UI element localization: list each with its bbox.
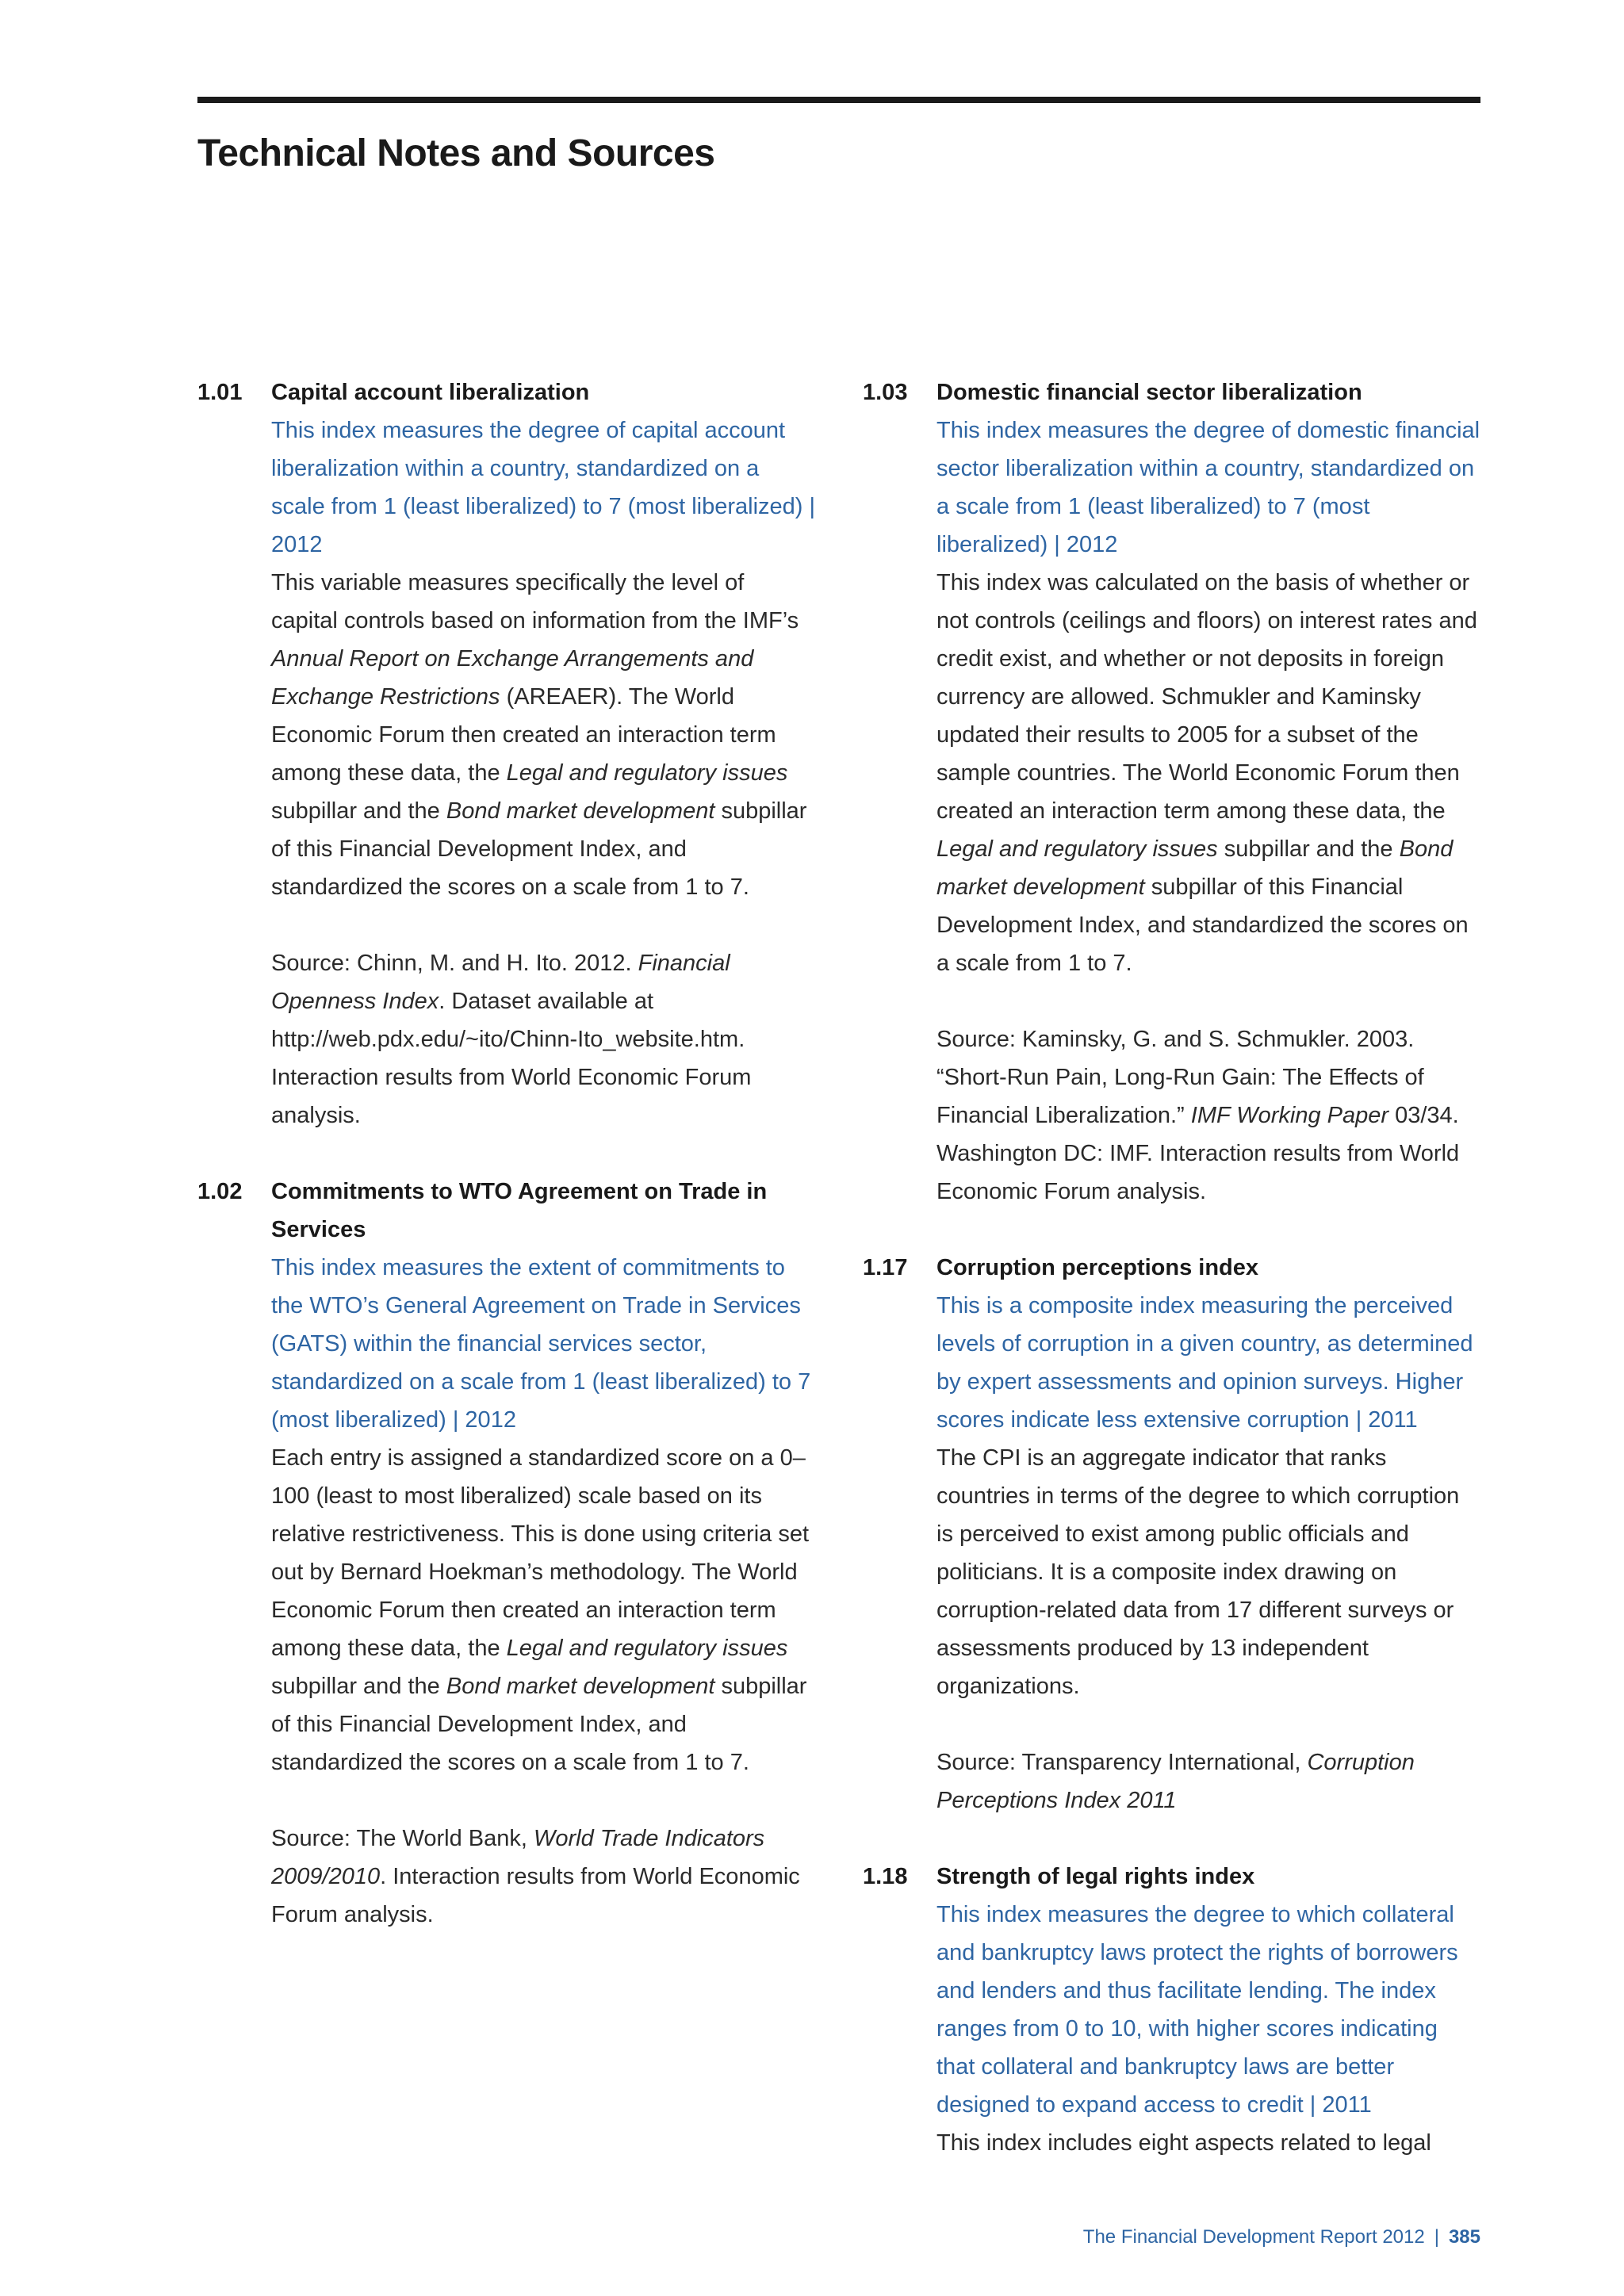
entry-number: 1.03 [863, 380, 908, 405]
entry-description: This index includes eight aspects related to legal [936, 2130, 1431, 2156]
entry-1-01 [197, 373, 816, 1135]
entry-definition: This index measures the degree of domestic financial sector liberalization within a country, standardized on a scale from 1 (least liberalized) to 7 (most liberalized) | 2012 [936, 418, 1480, 557]
entry-1-17 [863, 1249, 1481, 1820]
entry-title: Corruption perceptions index [936, 1255, 1259, 1280]
entry-title: Capital account liberalization [271, 380, 590, 405]
entry-definition: This index measures the extent of commitments to the WTO’s General Agreement on Trade in Services (GATS) within the financial services sector, standardized on a scale from 1 (least liberalized) to 7 (most liberalized) | 2012 [271, 1255, 811, 1433]
entry-number: 1.01 [197, 380, 243, 405]
entry-1-02 [197, 1173, 816, 1934]
footer-separator: | [1434, 2226, 1439, 2248]
right-column [863, 373, 1481, 2200]
top-rule [197, 97, 1480, 103]
footer-report-title: The Financial Development Report 2012 [1082, 2226, 1425, 2248]
left-column [197, 373, 816, 1972]
entry-source: Source: Kaminsky, G. and S. Schmukler. 2003. “Short-Run Pain, Long-Run Gain: The Effects of Financial Liberalization.” IMF Working Paper 03/34. Washington DC: IMF. Interaction results from World Economic Forum analysis. [936, 1027, 1460, 1204]
entry-title: Strength of legal rights index [936, 1864, 1255, 1889]
page-number: 385 [1448, 2226, 1480, 2248]
entry-definition: This index measures the degree of capital account liberalization within a country, standardized on a scale from 1 (least liberalized) to 7 (most liberalized) | 2012 [271, 418, 816, 557]
entry-number: 1.18 [863, 1864, 908, 1889]
entry-number: 1.17 [863, 1255, 908, 1280]
entry-1-18 [863, 1858, 1481, 2162]
entry-source: Source: The World Bank, World Trade Indicators 2009/2010. Interaction results from World Economic Forum analysis. [271, 1826, 800, 1927]
entry-description: Each entry is assigned a standardized score on a 0–100 (least to most liberalized) scale based on its relative restrictiveness. This is done using criteria set out by Bernard Hoekman’s methodology. The World Economic Forum then created an interaction term among these data, the Legal and regulatory issues subpillar and the Bond market development subpillar of this Financial Development Index, and standardized the scores on a scale from 1 to 7. [271, 1445, 810, 1775]
entry-title: Domestic financial sector liberalization [936, 380, 1362, 405]
entry-1-03 [863, 373, 1481, 1211]
entry-definition: This index measures the degree to which collateral and bankruptcy laws protect the rights of borrowers and lenders and thus facilitate lending. The index ranges from 0 to 10, with higher scores indicating that collateral and bankruptcy laws are better designed to expand access to credit | 2011 [936, 1902, 1458, 2118]
entry-definition: This is a composite index measuring the perceived levels of corruption in a given country, as determined by expert assessments and opinion surveys. Higher scores indicate less extensive corruption | 2011 [936, 1293, 1473, 1433]
entry-title: Commitments to WTO Agreement on Trade in Services [271, 1179, 768, 1242]
entry-source: Source: Chinn, M. and H. Ito. 2012. Financial Openness Index. Dataset available at http://web.pdx.edu/~ito/Chinn-Ito_website.htm. Interaction results from World Economic Forum analysis. [271, 951, 752, 1128]
entry-description: This variable measures specifically the level of capital controls based on information from the IMF’s Annual Report on Exchange Arrangements and Exchange Restrictions (AREAER). The World Economic Forum then created an interaction term among these data, the Legal and regulatory issues subpillar and the Bond market development subpillar of this Financial Development Index, and standardized the scores on a scale from 1 to 7. [271, 570, 807, 900]
entry-number: 1.02 [197, 1179, 243, 1204]
page-title: Technical Notes and Sources [197, 132, 715, 174]
entry-description: This index was calculated on the basis of whether or not controls (ceilings and floors) on interest rates and credit exist, and whether or not deposits in foreign currency are allowed. Schmukler and Kaminsky updated their results to 2005 for a subset of the sample countries. The World Economic Forum then created an interaction term among these data, the Legal and regulatory issues subpillar and the Bond market development subpillar of this Financial Development Index, and standardized the scores on a scale from 1 to 7. [936, 570, 1477, 976]
page-footer [1083, 2226, 1480, 2248]
entry-description: The CPI is an aggregate indicator that ranks countries in terms of the degree to which corruption is perceived to exist among public officials and politicians. It is a composite index drawing on corruption-related data from 17 different surveys or assessments produced by 13 independent organizations. [936, 1445, 1460, 1699]
entry-source: Source: Transparency International, Corruption Perceptions Index 2011 [936, 1750, 1415, 1813]
